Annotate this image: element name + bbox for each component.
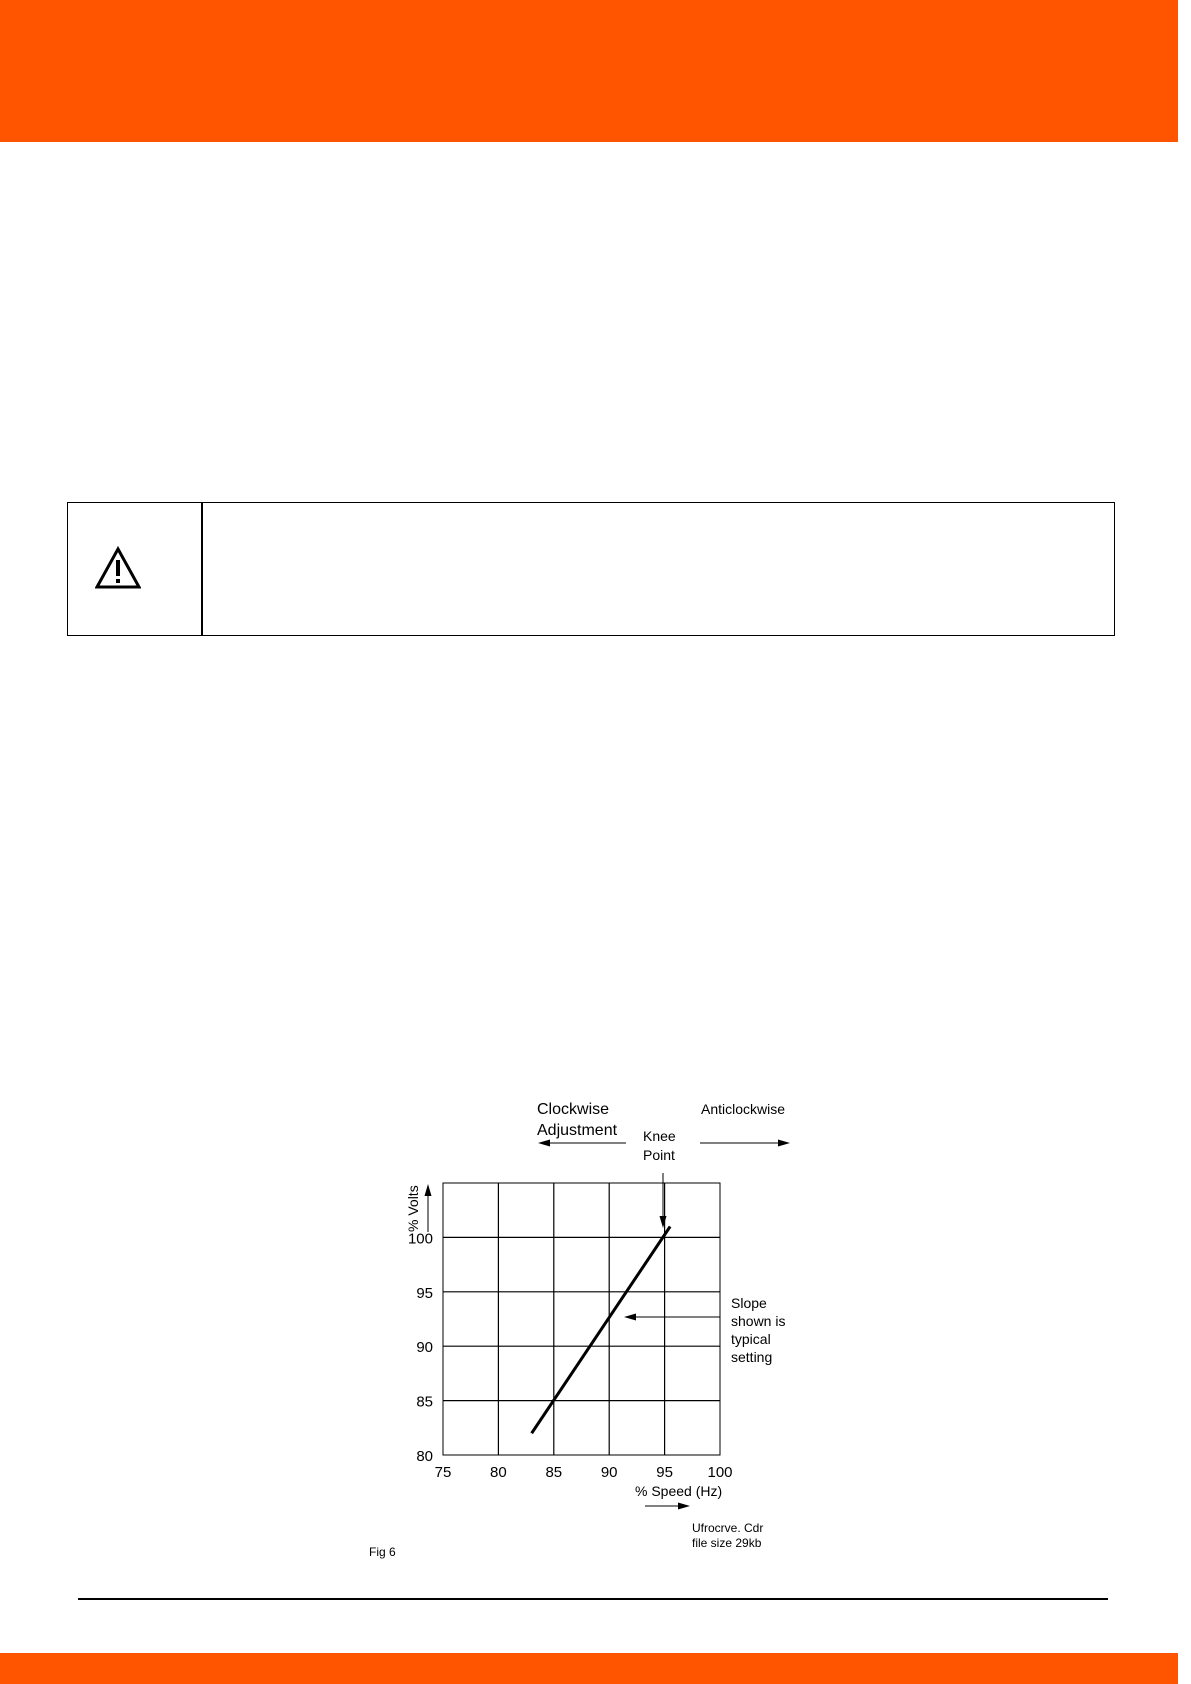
x-tick-label: 100 bbox=[707, 1464, 733, 1481]
knee-label: Knee bbox=[643, 1128, 676, 1144]
footer-band bbox=[0, 1653, 1191, 1684]
slope-label-line4: setting bbox=[731, 1349, 773, 1365]
plot-frame bbox=[443, 1183, 720, 1455]
adjustment-label: Adjustment bbox=[537, 1122, 618, 1139]
header-band-edge bbox=[1178, 0, 1191, 142]
knee-arrow-head bbox=[660, 1216, 667, 1228]
x-tick-label: 95 bbox=[656, 1464, 673, 1481]
y-tick-label: 85 bbox=[416, 1393, 433, 1411]
slope-arrow-head bbox=[624, 1314, 636, 1321]
y-axis-label: % Volts bbox=[405, 1185, 421, 1232]
anticlockwise-arrow-head bbox=[778, 1140, 790, 1147]
footer-rule bbox=[78, 1598, 1108, 1600]
y-axis-arrow-head bbox=[425, 1184, 432, 1196]
x-tick-label: 75 bbox=[434, 1464, 452, 1481]
y-tick-label: 80 bbox=[416, 1448, 433, 1465]
warning-box bbox=[67, 502, 1115, 636]
x-tick-label: 80 bbox=[490, 1464, 507, 1481]
warning-triangle-icon bbox=[95, 546, 141, 590]
slope-label-line1: Slope bbox=[731, 1295, 767, 1311]
x-tick-label: 90 bbox=[600, 1464, 618, 1481]
y-tick-label: 100 bbox=[407, 1230, 433, 1248]
clockwise-label: Clockwise bbox=[537, 1101, 610, 1118]
slope-label-line3: typical bbox=[731, 1331, 771, 1347]
y-tick-label: 90 bbox=[416, 1339, 433, 1357]
slope-label-line2: shown is bbox=[731, 1313, 786, 1329]
file-note-line1: Ufrocrve. Cdr bbox=[692, 1521, 764, 1535]
file-note-line2: file size 29kb bbox=[692, 1536, 762, 1550]
y-tick-label: 95 bbox=[416, 1284, 433, 1302]
series-line bbox=[532, 1227, 671, 1434]
header-band bbox=[0, 0, 1191, 142]
point-label: Point bbox=[643, 1147, 675, 1163]
footer-band-edge bbox=[1178, 1653, 1191, 1684]
x-axis-label: % Speed (Hz) bbox=[635, 1483, 723, 1499]
figure-caption: Fig 6 bbox=[369, 1545, 396, 1559]
clockwise-arrow-head bbox=[538, 1140, 550, 1147]
warning-divider bbox=[201, 503, 203, 635]
x-axis-arrow-head bbox=[678, 1503, 690, 1510]
chart-plot bbox=[408, 1183, 733, 1481]
x-tick-label: 85 bbox=[545, 1464, 563, 1481]
anticlockwise-label: Anticlockwise bbox=[701, 1101, 786, 1117]
